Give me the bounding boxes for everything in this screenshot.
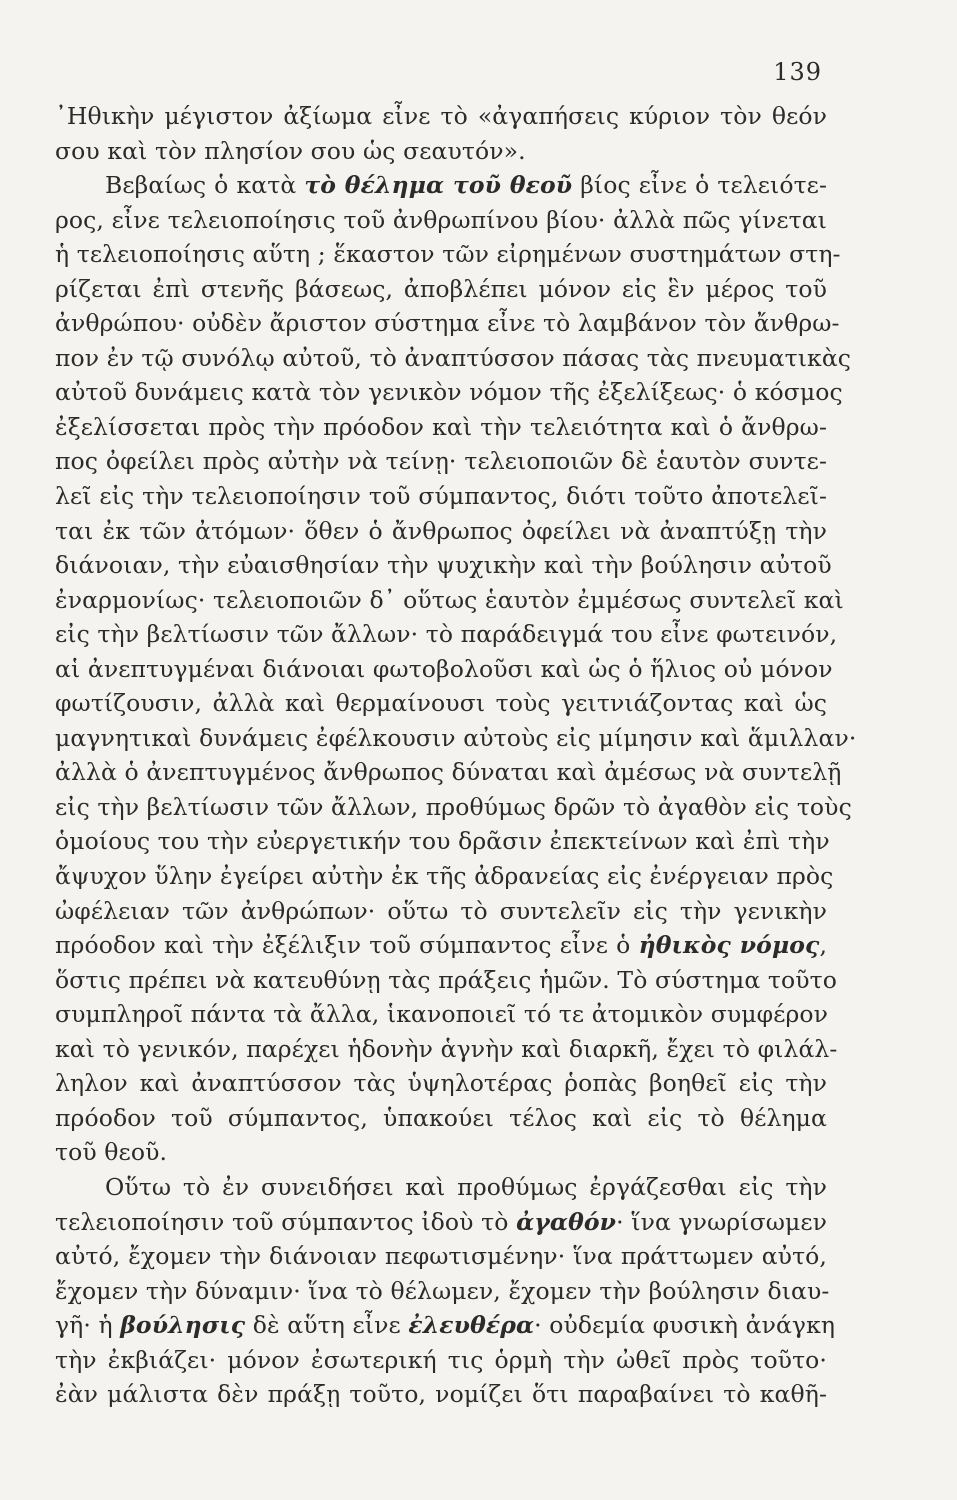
text-line: πος ὀφείλει πρὸς αὐτὴν νὰ τείνῃ· τελειοποιῶν δὲ ἑαυτὸν συντε- [55, 447, 827, 476]
page-number: 139 [773, 58, 822, 86]
text-run: · οὐδεμία φυσικὴ ἀνάγκη [534, 1311, 836, 1340]
emphasized-phrase: ἀγαθόν [516, 1207, 617, 1236]
text-line: ρος, εἶνε τελειοποίησις τοῦ ἀνθρωπίνου βίου· ἀλλὰ πῶς γίνεται [55, 205, 827, 234]
text-run: βίος εἶνε ὁ τελειότε- [572, 171, 827, 200]
text-line: τοῦ θεοῦ. [55, 1138, 168, 1167]
text-line: ἐξελίσσεται πρὸς τὴν πρόοδον καὶ τὴν τελειότητα καὶ ὁ ἄνθρω- [55, 412, 827, 441]
text-line [55, 1205, 827, 1240]
text-line: καὶ τὸ γενικόν, παρέχει ἡδονὴν ἁγνὴν καὶ διαρκῆ, ἔχει τὸ φιλάλ- [55, 1034, 838, 1063]
text-line: αὐτό, ἔχομεν τὴν διάνοιαν πεφωτισμένην· ἵνα πράττωμεν αὐτό, [55, 1242, 827, 1271]
text-line: πον ἐν τῷ συνόλῳ αὐτοῦ, τὸ ἀναπτύσσον πάσας τὰς πνευματικὰς [55, 343, 852, 372]
text-line: αἱ ἀνεπτυγμέναι διάνοιαι φωτοβολοῦσι καὶ ὡς ὁ ἥλιος οὐ μόνον [55, 654, 833, 683]
text-line: ἡ τελειοποίησις αὕτη ; ἕκαστον τῶν εἰρημένων συστημάτων στη- [55, 240, 841, 269]
text-run: δὲ αὕτη εἶνε [245, 1311, 409, 1340]
text-line: ἔχομεν τὴν δύναμιν· ἵνα τὸ θέλωμεν, ἔχομεν τὴν βούλησιν διαυ- [55, 1276, 830, 1305]
text-line: ἐὰν μάλιστα δὲν πράξῃ τοῦτο, νομίζει ὅτι παραβαίνει τὸ καθῆ- [55, 1380, 827, 1409]
body-text [55, 99, 857, 1412]
text-line: ἄψυχον ὕλην ἐγείρει αὐτὴν ἐκ τῆς ἀδρανείας εἰς ἐνέργειαν πρὸς [55, 862, 834, 891]
emphasized-phrase: τὸ θέλημα τοῦ θεοῦ [304, 171, 573, 200]
text-line: ᾿Ηθικὴν μέγιστον ἀξίωμα εἶνε τὸ «ἀγαπήσεις κύριον τὸν θεόν [55, 102, 827, 130]
text-line: ὠφέλειαν τῶν ἀνθρώπων· οὕτω τὸ συντελεῖν εἰς τὴν γενικὴν [55, 896, 827, 925]
text-run: , [819, 931, 828, 960]
text-line: αὐτοῦ δυνάμεις κατὰ τὸν γενικὸν νόμον τῆς ἐξελίξεως· ὁ κόσμος [55, 378, 843, 407]
text-line: Οὕτω τὸ ἐν συνειδήσει καὶ προθύμως ἐργάζεσθαι εἰς τὴν [105, 1172, 827, 1201]
text-line: ληλον καὶ ἀναπτύσσον τὰς ὑψηλοτέρας ῥοπὰς βοηθεῖ εἰς τὴν [55, 1069, 827, 1098]
text-line [55, 1308, 836, 1343]
text-line: ται ἐκ τῶν ἀτόμων· ὅθεν ὁ ἄνθρωπος ὀφείλει νὰ ἀναπτύξῃ τὴν [55, 516, 827, 545]
text-run: γῆ· ἡ [55, 1311, 121, 1340]
emphasized-phrase: ἠθικὸς νόμος [638, 931, 820, 960]
text-line [55, 168, 827, 203]
text-line: φωτίζουσιν, ἀλλὰ καὶ θερμαίνουσι τοὺς γειτνιάζοντας καὶ ὡς [55, 689, 827, 718]
emphasized-phrase: βούλησις [120, 1311, 246, 1340]
text-line: λεῖ εἰς τὴν τελειοποίησιν τοῦ σύμπαντος, διότι τοῦτο ἀποτελεῖ- [55, 482, 827, 511]
text-line: ὁμοίους του τὴν εὐεργετικήν του δρᾶσιν ἐπεκτείνων καὶ ἐπὶ τὴν [55, 827, 830, 856]
text-line: ρίζεται ἐπὶ στενῆς βάσεως, ἀποβλέπει μόνον εἰς ἓν μέρος τοῦ [55, 274, 827, 303]
text-line: σου καὶ τὸν πλησίον σου ὡς σεαυτόν». [55, 136, 526, 165]
text-line: ἐναρμονίως· τελειοποιῶν δ᾿ οὕτως ἑαυτὸν ἐμμέσως συντελεῖ καὶ [55, 585, 844, 614]
text-run: πρόοδον καὶ τὴν ἐξέλιξιν τοῦ σύμπαντος εἶνε ὁ [55, 931, 639, 960]
text-run: τελειοποίησιν τοῦ σύμπαντος ἰδοὺ τὸ [55, 1207, 517, 1236]
text-line: ἀνθρώπου· οὐδὲν ἄριστον σύστημα εἶνε τὸ λαμβάνον τὸν ἄνθρω- [55, 309, 840, 338]
text-run: · ἵνα γνωρίσωμεν [616, 1207, 828, 1236]
text-line: τὴν ἐκβιάζει· μόνον ἐσωτερική τις ὁρμὴ τὴν ὠθεῖ πρὸς τοῦτο· [55, 1345, 827, 1374]
text-line: διάνοιαν, τὴν εὐαισθησίαν τὴν ψυχικὴν καὶ τὴν βούλησιν αὐτοῦ [55, 551, 832, 580]
text-run: Βεβαίως ὁ κατὰ [105, 171, 305, 200]
text-line: εἰς τὴν βελτίωσιν τῶν ἄλλων· τὸ παράδειγμά του εἶνε φωτεινόν, [55, 620, 838, 649]
text-line: συμπληροῖ πάντα τὰ ἄλλα, ἱκανοποιεῖ τό τε ἀτομικὸν συμφέρον [55, 1000, 829, 1029]
text-line: εἰς τὴν βελτίωσιν τῶν ἄλλων, προθύμως δρῶν τὸ ἀγαθὸν εἰς τοὺς [55, 792, 852, 821]
emphasized-phrase: ἐλευθέρα [408, 1311, 535, 1340]
text-line [55, 928, 827, 963]
text-line: μαγνητικαὶ δυνάμεις ἐφέλκουσιν αὐτοὺς εἰς μίμησιν καὶ ἅμιλλαν· [55, 723, 857, 752]
text-line: ὅστις πρέπει νὰ κατευθύνῃ τὰς πράξεις ἡμῶν. Τὸ σύστημα τοῦτο [55, 965, 837, 994]
text-line: πρόοδον τοῦ σύμπαντος, ὑπακούει τέλος καὶ εἰς τὸ θέλημα [55, 1103, 827, 1132]
text-line: ἀλλὰ ὁ ἀνεπτυγμένος ἄνθρωπος δύναται καὶ ἀμέσως νὰ συντελῇ [55, 758, 842, 787]
